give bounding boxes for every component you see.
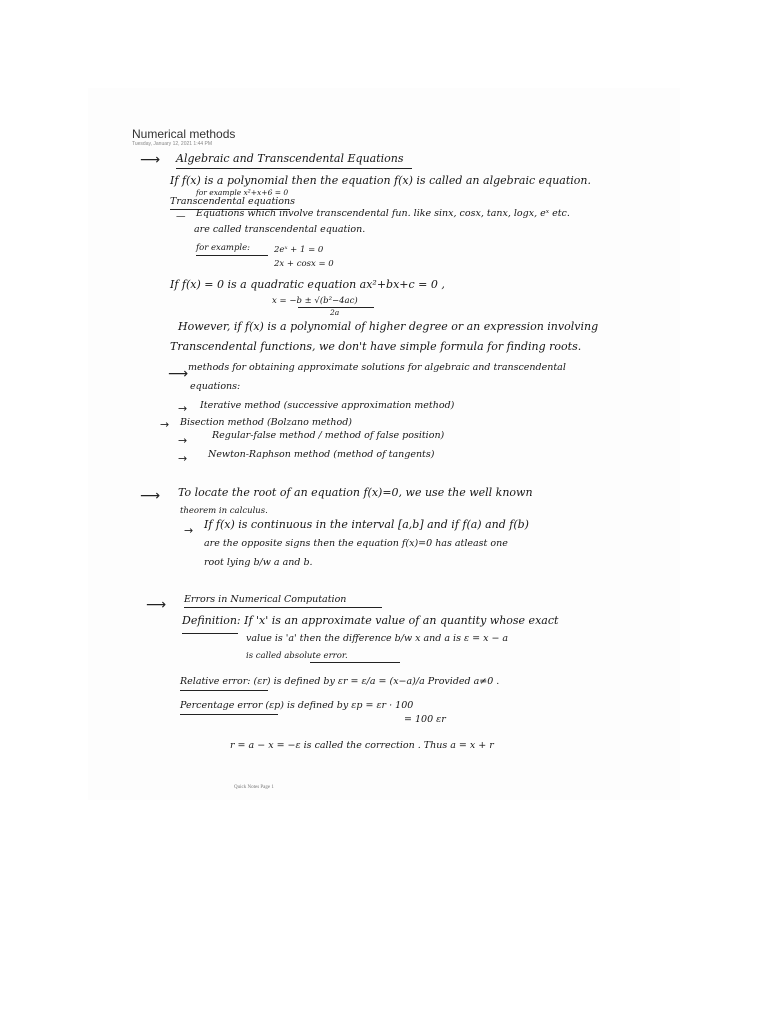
arrow-icon: →	[184, 524, 194, 537]
equation: 2a	[330, 308, 340, 317]
note-line: If f(x) is a polynomial then the equation f(x) is called an algebraic equation.	[170, 174, 592, 187]
page-title: Numerical methods	[132, 127, 236, 141]
underline	[180, 690, 268, 691]
arrow-icon: →	[178, 434, 188, 447]
note-line: To locate the root of an equation f(x)=0, we use the well known	[178, 486, 533, 499]
method-item: Regular-false method / method of false position)	[212, 430, 445, 441]
note-line: for example x²+x+6 = 0	[196, 188, 289, 197]
equation: 2eˣ + 1 = 0	[274, 245, 324, 255]
equation: = 100 εr	[404, 714, 446, 725]
note-line: Equations which involve transcendental fun. like sinx, cosx, tanx, logx, eˣ etc.	[196, 208, 570, 219]
arrow-icon: ⟶	[146, 597, 167, 613]
equation: 2x + cosx = 0	[274, 259, 334, 269]
note-line: value is 'a' then the difference b/w x and a is ε = x − a	[246, 633, 509, 644]
note-line: Percentage error (εp) is defined by εp = εr · 100	[180, 700, 414, 711]
note-line: equations:	[190, 381, 241, 392]
note-line: methods for obtaining approximate solutions for algebraic and transcendental	[188, 362, 566, 373]
note-line: r = a − x = −ε is called the correction . Thus a = x + r	[230, 740, 494, 751]
note-line: for example:	[196, 243, 251, 253]
arrow-icon: ⟶	[140, 152, 161, 168]
note-line: Transcendental functions, we don't have simple formula for finding roots.	[170, 340, 582, 353]
arrow-icon: →	[160, 418, 170, 431]
note-line: are the opposite signs then the equation f(x)=0 has atleast one	[204, 538, 508, 549]
note-line: is called absolute error.	[246, 651, 348, 661]
method-item: Newton-Raphson method (method of tangents)	[208, 449, 435, 460]
note-line: If f(x) is continuous in the interval [a,b] and if f(a) and f(b)	[204, 518, 529, 531]
underline	[180, 714, 278, 715]
underline	[196, 255, 268, 256]
note-line: However, if f(x) is a polynomial of higher degree or an expression involving	[178, 320, 599, 333]
arrow-icon: ⟶	[140, 488, 161, 504]
arrow-icon: ⟶	[168, 366, 189, 382]
underline	[184, 607, 382, 608]
underline	[310, 662, 400, 663]
note-line: If f(x) = 0 is a quadratic equation ax²+bx+c = 0 ,	[170, 278, 445, 291]
heading-transcendental-equations: Transcendental equations	[170, 196, 296, 207]
note-line: Definition: If 'x' is an approximate value of an quantity whose exact	[182, 614, 559, 627]
arrow-icon: →	[178, 402, 188, 415]
underline	[182, 633, 238, 634]
underline	[176, 168, 412, 169]
dash: —	[176, 211, 186, 222]
heading-algebraic-transcendental: Algebraic and Transcendental Equations	[176, 152, 404, 165]
note-line: are called transcendental equation.	[194, 224, 366, 235]
note-line: theorem in calculus.	[180, 506, 268, 516]
page-footer: Quick Notes Page 1	[234, 785, 274, 790]
notebook-page	[88, 88, 680, 800]
heading-errors: Errors in Numerical Computation	[184, 594, 347, 605]
arrow-icon: →	[178, 452, 188, 465]
equation: x = −b ± √(b²−4ac)	[272, 296, 358, 306]
method-item: Iterative method (successive approximation method)	[200, 400, 455, 411]
method-item: Bisection method (Bolzano method)	[180, 417, 352, 428]
note-line: Relative error: (εr) is defined by εr = ε/a = (x−a)/a Provided a≠0 .	[180, 676, 500, 687]
note-line: root lying b/w a and b.	[204, 557, 313, 568]
page-date: Tuesday, January 12, 2021 1:44 PM	[132, 141, 213, 147]
